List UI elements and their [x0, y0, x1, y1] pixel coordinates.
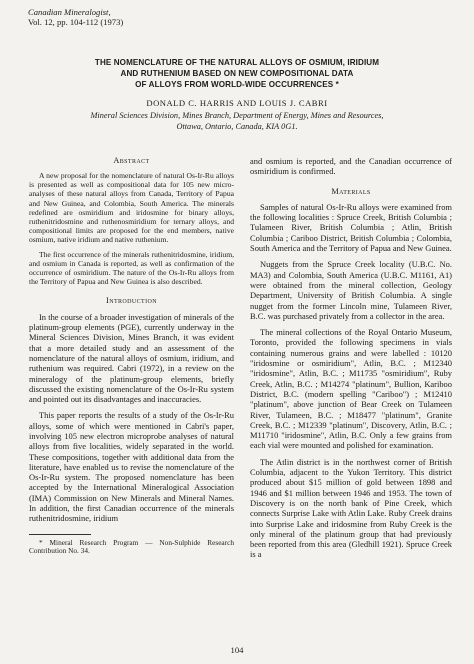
introduction-paragraph-1: In the course of a broader investigation of minerals of the platinum-group elements (PGE), currently underway in the Mineral Sciences Division, Mines Branch, it was evident that a more detailed study and an assessment of the nomenclature of the natural alloys of osmium, iridium, and ruthenium was required. Cabri (1972), in a review on the mineralogy of the platinum-group elements, briefly discussed the existing nomenclature of the Os-Ir-Ru system and pointed out its disadvantages and inaccuracies.: [29, 311, 234, 405]
materials-paragraph-2: Nuggets from the Spruce Creek locality (U.B.C. No. MA3) and Colombia, South America (U.B.C. M1161, A1) were obtained from the mineral collection, Geology Department, University of British Columbia. A single nugget from the former Lincoln mine, Tulameen River, B.C. was purchased privately from a collector in the area.: [250, 259, 452, 321]
abstract-body: [29, 171, 234, 286]
left-column: [29, 156, 234, 556]
authors: DONALD C. HARRIS AND LOUIS J. CABRI: [146, 98, 328, 108]
title-line-1: THE NOMENCLATURE OF THE NATURAL ALLOYS OF OSMIUM, IRIDIUM: [94, 58, 380, 67]
affiliation-line-2: Ottawa, Ontario, Canada, KIA 0G1.: [176, 121, 298, 131]
journal-citation: Vol. 12, pp. 104-112 (1973): [28, 17, 124, 27]
affiliation: [0, 111, 474, 132]
page-number: 104: [230, 645, 244, 655]
right-column: [250, 156, 452, 560]
abstract-heading: Abstract: [113, 156, 150, 165]
affiliation-line-1: Mineral Sciences Division, Mines Branch, Department of Energy, Mines and Resources,: [90, 111, 384, 120]
journal-header: [28, 7, 123, 27]
materials-paragraph-4: The Atlin district is in the northwest corner of British Columbia, adjacent to the Yukon Territory. This district produced about $15 million of gold between 1898 and 1946 and $1 million between 1946 and 1953. The town of Discovery is on the north bank of Pine Creek, which connects Surprise Lake with Atlin Lake. Ruby Creek drains into Surprise Lake and iridosmine from Ruby Creek is the only mineral of the platinum group that had previously been reported from this area (Gledhill 1921). Spruce Creek is a: [250, 456, 452, 560]
introduction-heading: Introduction: [106, 296, 157, 306]
journal-name: Canadian Mineralogist,: [28, 7, 111, 17]
materials-paragraph-1: Samples of natural Os-Ir-Ru alloys were examined from the following localities : Spruce Creek, British Columbia ; Tulameen River, British Columbia ; Atlin, British Columbia ; Cariboo District, British Columbia ; Colombia, South America and the Territory of Papua and New Guinea.: [250, 201, 452, 254]
article-title: [40, 57, 434, 90]
abstract-paragraph-1: A new proposal for the nomenclature of natural Os-Ir-Ru alloys is presented as well as compositional data for 105 new micro-analyses of these natural alloys from Canada, Territory of Papua and New Guinea, and Colombia, South America. The minerals redefined are osmiridium and iridosmine for binary alloys, ruthenitridosmine and ruthenosmiridium for ternary alloys, and compositional limits are proposed for the end members, native osmium, native iridium and native ruthenium.: [29, 171, 234, 244]
abstract-paragraph-2: The first occurrence of the minerals ruthenitridosmine, iridium, and osmium in Canada is reported, as well as confirmation of the occurrence of osmiridium. The nature of the Os-Ir-Ru alloys from the Territory of Papua and New Guinea is also described.: [29, 250, 234, 287]
continuation-text: and osmium is reported, and the Canadian occurrence of osmiridium is confirmed.: [250, 156, 452, 177]
title-line-3: OF ALLOYS FROM WORLD-WIDE OCCURRENCES *: [135, 80, 339, 89]
footnote: * Mineral Research Program — Non-Sulphide Research Contribution No. 34.: [29, 537, 234, 556]
title-line-2: AND RUTHENIUM BASED ON NEW COMPOSITIONAL DATA: [120, 69, 354, 78]
materials-heading: Materials: [331, 186, 371, 196]
materials-paragraph-3: The mineral collections of the Royal Ontario Museum, Toronto, provided the following specimens in vials containing numerous grains and were labelled : 10120 "iridosmine or osmiridium", Atlin, B.C. ; M12340 "iridosmine", Atlin, B.C. ; M11735 "osmiridium", Ruby Creek, Atlin, B.C. ; M14274 "platinum", Bullion, Kariboo District, B.C. (modern spelling "Cariboo") ; M12410 "platinum", above junction of Bear Creek on Tulameen River, Tulameen, B.C. ; M18477 "platinum", Granite Creek, B.C. ; M12339 "platinum", Discovery, Atlin, B.C. ; M11710 "iridosmine", Atlin, B.C. Only a few grains from each vial were mounted and polished for examination.: [250, 327, 452, 451]
footnote-rule: [29, 534, 91, 535]
introduction-paragraph-2: This paper reports the results of a study of the Os-Ir-Ru alloys, some of which were mentioned in Cabri's paper, involving 105 new electron microprobe analyses of natural alloys from five localities, widely separated in the world. These compositions, together with additional data from the literature, have enabled us to revise the nomenclature of the Os-Ir-Ru system. The proposed nomenclature has been accepted by the International Mineralogical Association (IMA) Commission on New Minerals and Mineral Names. In addition, the first Canadian occurrence of the minerals ruthenitridosmine, iridium: [29, 410, 234, 524]
